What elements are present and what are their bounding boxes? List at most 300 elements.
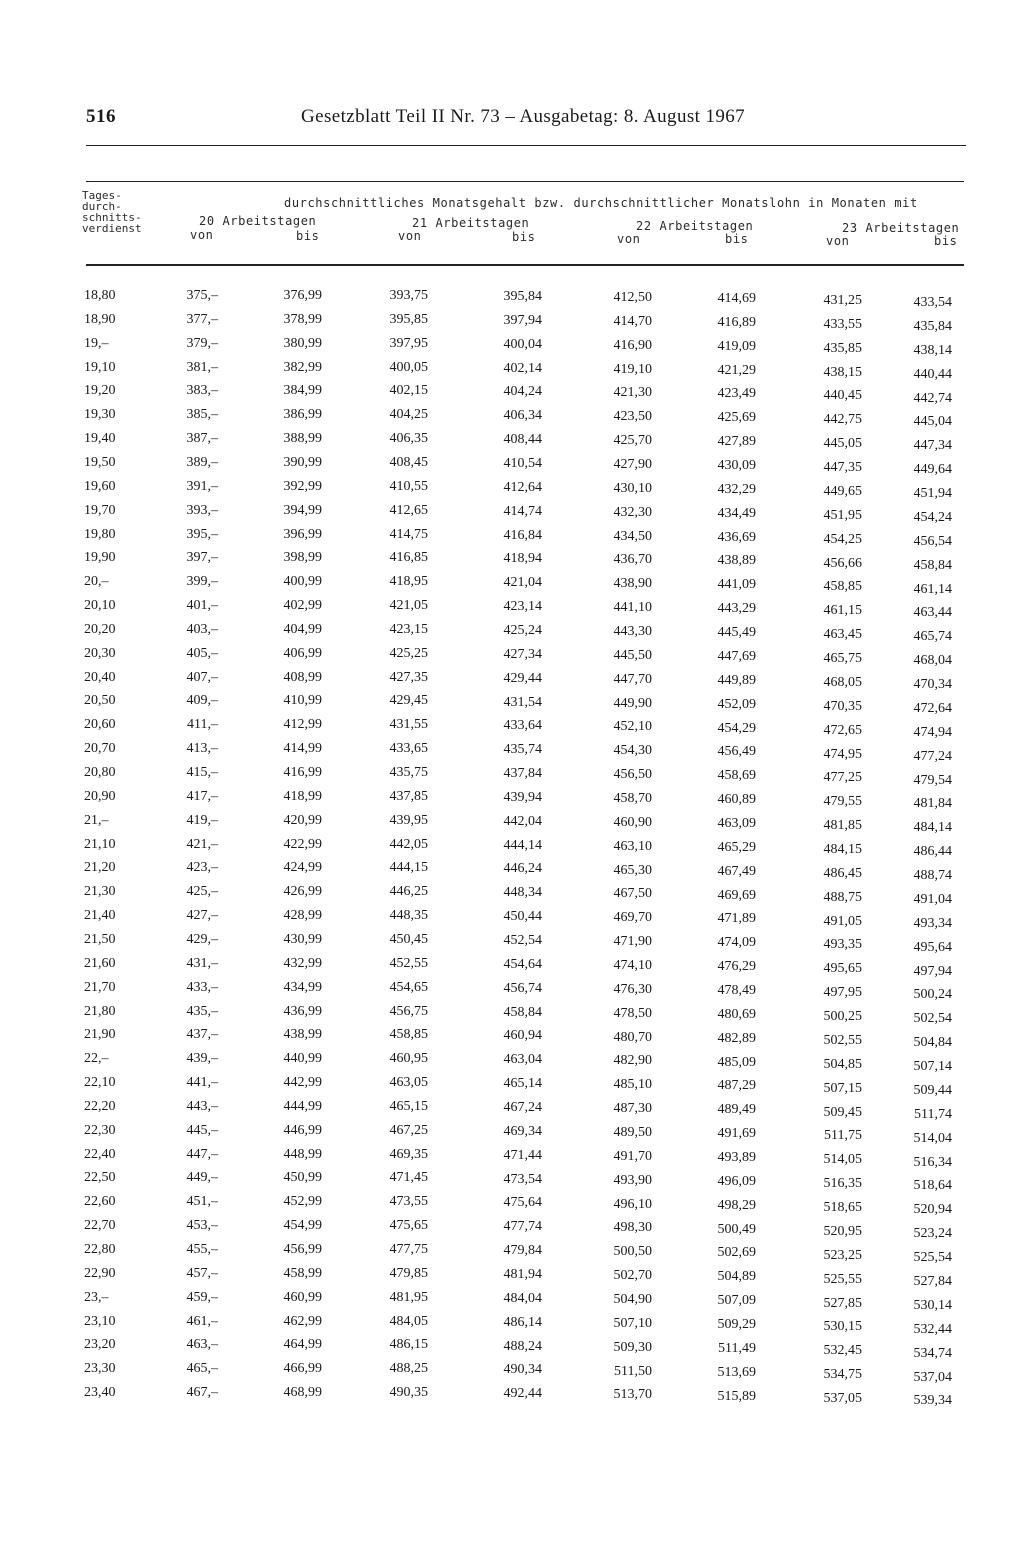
table-row bbox=[0, 527, 1024, 551]
daily-earnings-cell: 22,10 bbox=[84, 1075, 116, 1091]
table-cell: 400,99 bbox=[283, 574, 322, 590]
group-23-von: von bbox=[826, 234, 850, 248]
daily-earnings-cell: 19,10 bbox=[84, 359, 116, 375]
table-cell: 456,66 bbox=[823, 555, 862, 571]
table-cell: 448,34 bbox=[503, 885, 542, 901]
table-cell: 444,15 bbox=[389, 860, 428, 876]
daily-earnings-cell: 18,80 bbox=[84, 288, 116, 303]
table-cell: 491,05 bbox=[823, 913, 862, 929]
table-cell: 397,– bbox=[186, 550, 218, 566]
table-cell: 452,10 bbox=[613, 719, 652, 735]
daily-earnings-cell: 22,90 bbox=[84, 1265, 116, 1281]
table-cell: 446,99 bbox=[283, 1122, 322, 1138]
group-21-bis: bis bbox=[512, 230, 536, 244]
table-cell: 413,– bbox=[186, 741, 218, 757]
table-cell: 406,34 bbox=[503, 408, 542, 424]
table-cell: 447,69 bbox=[717, 648, 756, 664]
table-cell: 382,99 bbox=[283, 359, 322, 375]
table-cell: 465,29 bbox=[717, 839, 756, 855]
table-cell: 416,84 bbox=[503, 527, 542, 543]
table-cell: 489,50 bbox=[613, 1125, 652, 1141]
table-cell: 445,05 bbox=[823, 436, 862, 452]
stub-header-line: verdienst bbox=[82, 222, 142, 235]
table-cell: 452,54 bbox=[503, 933, 542, 949]
table-cell: 518,65 bbox=[823, 1200, 862, 1216]
table-cell: 447,70 bbox=[613, 671, 652, 687]
table-cell: 443,30 bbox=[613, 624, 652, 639]
table-cell: 456,50 bbox=[613, 767, 652, 783]
table-cell: 530,14 bbox=[913, 1297, 952, 1313]
table-cell: 484,04 bbox=[503, 1290, 542, 1306]
table-cell: 496,09 bbox=[717, 1173, 756, 1189]
table-cell: 427,35 bbox=[389, 669, 428, 685]
table-cell: 469,70 bbox=[613, 910, 652, 926]
table-cell: 378,99 bbox=[283, 311, 322, 327]
table-cell: 445,– bbox=[186, 1122, 218, 1138]
table-cell: 514,05 bbox=[823, 1152, 862, 1168]
daily-earnings-cell: 21,60 bbox=[84, 955, 116, 971]
daily-earnings-cell: 20,10 bbox=[84, 598, 116, 614]
table-cell: 470,35 bbox=[823, 698, 862, 714]
table-cell: 456,75 bbox=[389, 1003, 428, 1019]
table-row bbox=[0, 622, 1024, 646]
table-cell: 479,54 bbox=[913, 772, 952, 788]
table-cell: 469,34 bbox=[503, 1123, 542, 1139]
table-cell: 427,34 bbox=[503, 646, 542, 662]
daily-earnings-cell: 23,40 bbox=[84, 1385, 116, 1401]
table-cell: 386,99 bbox=[283, 407, 322, 423]
table-cell: 427,– bbox=[186, 908, 218, 924]
table-cell: 471,45 bbox=[389, 1170, 428, 1186]
table-cell: 390,99 bbox=[283, 454, 322, 470]
table-cell: 463,45 bbox=[823, 627, 862, 643]
table-cell: 458,70 bbox=[613, 791, 652, 806]
table-row bbox=[0, 813, 1024, 837]
table-cell: 416,99 bbox=[283, 765, 322, 780]
table-cell: 470,34 bbox=[913, 677, 952, 693]
table-cell: 423,14 bbox=[503, 599, 542, 615]
table-cell: 416,90 bbox=[613, 337, 652, 353]
table-cell: 432,30 bbox=[613, 504, 652, 520]
table-cell: 402,14 bbox=[503, 360, 542, 376]
table-cell: 437,85 bbox=[389, 788, 428, 804]
table-cell: 485,10 bbox=[613, 1077, 652, 1093]
table-cell: 383,– bbox=[186, 383, 218, 399]
table-cell: 487,29 bbox=[717, 1078, 756, 1094]
table-cell: 498,30 bbox=[613, 1220, 652, 1236]
daily-earnings-cell: 23,20 bbox=[84, 1337, 116, 1353]
table-cell: 412,50 bbox=[613, 290, 652, 305]
table-cell: 465,74 bbox=[913, 629, 952, 645]
table-cell: 460,89 bbox=[717, 792, 756, 808]
daily-earnings-cell: 20,40 bbox=[84, 669, 116, 685]
table-cell: 478,50 bbox=[613, 1005, 652, 1021]
table-cell: 509,29 bbox=[717, 1317, 756, 1333]
table-cell: 456,99 bbox=[283, 1242, 322, 1257]
table-cell: 487,30 bbox=[613, 1101, 652, 1117]
table-row bbox=[0, 1385, 1024, 1409]
table-cell: 435,– bbox=[186, 1003, 218, 1019]
table-cell: 460,95 bbox=[389, 1051, 428, 1067]
table-row bbox=[0, 741, 1024, 765]
table-cell: 377,– bbox=[186, 311, 218, 327]
table-cell: 500,24 bbox=[913, 987, 952, 1003]
table-cell: 430,99 bbox=[283, 931, 322, 947]
table-cell: 502,70 bbox=[613, 1268, 652, 1284]
group-label-23: 23 Arbeitstagen bbox=[842, 221, 960, 235]
table-cell: 435,74 bbox=[503, 742, 542, 758]
table-cell: 458,84 bbox=[913, 557, 952, 573]
table-cell: 418,95 bbox=[389, 574, 428, 590]
table-cell: 438,15 bbox=[823, 364, 862, 380]
table-cell: 410,55 bbox=[389, 478, 428, 494]
table-row bbox=[0, 1194, 1024, 1218]
table-cell: 458,99 bbox=[283, 1265, 322, 1281]
daily-earnings-cell: 22,20 bbox=[84, 1098, 116, 1114]
table-cell: 438,90 bbox=[613, 576, 652, 592]
table-cell: 498,29 bbox=[717, 1197, 756, 1213]
table-cell: 523,24 bbox=[913, 1226, 952, 1242]
table-cell: 412,64 bbox=[503, 479, 542, 495]
table-cell: 481,84 bbox=[913, 796, 952, 812]
table-row bbox=[0, 431, 1024, 455]
table-cell: 392,99 bbox=[283, 478, 322, 494]
table-cell: 471,90 bbox=[613, 934, 652, 950]
table-cell: 475,65 bbox=[389, 1218, 428, 1234]
table-cell: 454,30 bbox=[613, 743, 652, 759]
table-cell: 435,85 bbox=[823, 340, 862, 356]
table-cell: 493,34 bbox=[913, 915, 952, 931]
group-20-von: von bbox=[190, 228, 214, 242]
table-cell: 516,34 bbox=[913, 1154, 952, 1170]
table-cell: 454,25 bbox=[823, 531, 862, 547]
table-cell: 445,04 bbox=[913, 414, 952, 430]
table-cell: 527,84 bbox=[913, 1273, 952, 1289]
table-row bbox=[0, 1170, 1024, 1194]
stub-header-line: durch- bbox=[82, 200, 122, 213]
table-cell: 474,94 bbox=[913, 724, 952, 740]
table-cell: 504,89 bbox=[717, 1269, 756, 1285]
table-cell: 447,34 bbox=[913, 438, 952, 454]
table-cell: 481,85 bbox=[823, 818, 862, 834]
table-cell: 500,25 bbox=[823, 1009, 862, 1025]
table-cell: 450,44 bbox=[503, 909, 542, 925]
daily-earnings-cell: 20,70 bbox=[84, 741, 116, 757]
table-cell: 436,99 bbox=[283, 1003, 322, 1019]
table-cell: 408,45 bbox=[389, 454, 428, 470]
table-cell: 515,89 bbox=[717, 1388, 756, 1404]
table-cell: 473,54 bbox=[503, 1171, 542, 1187]
table-cell: 460,99 bbox=[283, 1289, 322, 1305]
table-cell: 497,95 bbox=[823, 985, 862, 1001]
table-cell: 395,– bbox=[186, 526, 218, 542]
daily-earnings-cell: 19,20 bbox=[84, 383, 116, 399]
table-cell: 527,85 bbox=[823, 1295, 862, 1311]
table-top-rule bbox=[86, 181, 964, 182]
table-cell: 438,14 bbox=[913, 342, 952, 358]
table-cell: 419,10 bbox=[613, 361, 652, 377]
table-cell: 418,94 bbox=[503, 551, 542, 567]
table-cell: 448,99 bbox=[283, 1146, 322, 1162]
table-cell: 439,94 bbox=[503, 789, 542, 805]
table-cell: 412,65 bbox=[389, 502, 428, 518]
table-cell: 467,24 bbox=[503, 1100, 542, 1116]
table-cell: 520,94 bbox=[913, 1202, 952, 1218]
table-cell: 404,24 bbox=[503, 384, 542, 400]
table-cell: 504,84 bbox=[913, 1035, 952, 1051]
table-cell: 461,15 bbox=[823, 603, 862, 619]
table-cell: 421,05 bbox=[389, 598, 428, 614]
table-cell: 465,– bbox=[186, 1361, 218, 1377]
table-cell: 479,84 bbox=[503, 1243, 542, 1259]
table-cell: 411,– bbox=[187, 717, 218, 733]
table-cell: 429,44 bbox=[503, 670, 542, 686]
table-cell: 472,65 bbox=[823, 722, 862, 738]
table-cell: 394,99 bbox=[283, 502, 322, 518]
table-row bbox=[0, 1337, 1024, 1361]
table-cell: 437,– bbox=[186, 1027, 218, 1043]
table-cell: 507,10 bbox=[613, 1315, 652, 1331]
table-cell: 456,74 bbox=[503, 980, 542, 996]
table-cell: 430,09 bbox=[717, 458, 756, 474]
table-cell: 435,75 bbox=[389, 765, 428, 780]
table-cell: 460,90 bbox=[613, 814, 652, 830]
table-cell: 397,95 bbox=[389, 335, 428, 351]
header-rule bbox=[86, 145, 966, 146]
daily-earnings-cell: 22,60 bbox=[84, 1194, 116, 1210]
table-cell: 495,65 bbox=[823, 961, 862, 977]
table-cell: 441,09 bbox=[717, 577, 756, 593]
table-cell: 429,45 bbox=[389, 693, 428, 709]
daily-earnings-cell: 22,50 bbox=[84, 1170, 116, 1186]
table-row bbox=[0, 765, 1024, 789]
table-cell: 414,69 bbox=[717, 291, 756, 306]
table-cell: 537,04 bbox=[913, 1369, 952, 1385]
table-cell: 486,44 bbox=[913, 844, 952, 860]
table-row bbox=[0, 312, 1024, 336]
table-cell: 477,75 bbox=[389, 1242, 428, 1257]
table-cell: 456,49 bbox=[717, 744, 756, 760]
table-cell: 488,24 bbox=[503, 1338, 542, 1354]
group-label-20: 20 Arbeitstagen bbox=[199, 214, 317, 228]
table-cell: 509,30 bbox=[613, 1339, 652, 1355]
table-cell: 534,74 bbox=[913, 1345, 952, 1361]
table-cell: 384,99 bbox=[283, 383, 322, 399]
table-cell: 511,74 bbox=[914, 1106, 952, 1122]
daily-earnings-cell: 22,70 bbox=[84, 1218, 116, 1234]
table-cell: 459,– bbox=[186, 1289, 218, 1305]
table-cell: 449,89 bbox=[717, 672, 756, 688]
table-cell: 438,99 bbox=[283, 1027, 322, 1043]
table-cell: 461,14 bbox=[913, 581, 952, 597]
table-row bbox=[0, 336, 1024, 360]
table-cell: 491,69 bbox=[717, 1126, 756, 1142]
table-cell: 479,55 bbox=[823, 794, 862, 810]
table-row bbox=[0, 932, 1024, 956]
table-row bbox=[0, 837, 1024, 861]
table-cell: 474,09 bbox=[717, 935, 756, 951]
daily-earnings-cell: 22,80 bbox=[84, 1242, 116, 1257]
table-cell: 429,– bbox=[186, 931, 218, 947]
table-cell: 444,14 bbox=[503, 837, 542, 853]
table-cell: 504,90 bbox=[613, 1292, 652, 1308]
table-cell: 433,55 bbox=[823, 316, 862, 332]
table-cell: 433,64 bbox=[503, 718, 542, 734]
table-cell: 414,75 bbox=[389, 526, 428, 542]
table-cell: 445,50 bbox=[613, 647, 652, 663]
table-cell: 421,04 bbox=[503, 575, 542, 591]
table-cell: 451,– bbox=[186, 1194, 218, 1210]
table-cell: 427,89 bbox=[717, 434, 756, 450]
table-cell: 434,49 bbox=[717, 505, 756, 521]
table-cell: 453,– bbox=[186, 1218, 218, 1234]
table-cell: 380,99 bbox=[283, 335, 322, 351]
table-cell: 425,70 bbox=[613, 433, 652, 449]
table-cell: 452,09 bbox=[717, 696, 756, 712]
table-cell: 393,75 bbox=[389, 288, 428, 303]
table-cell: 446,24 bbox=[503, 861, 542, 877]
table-row bbox=[0, 574, 1024, 598]
daily-earnings-cell: 19,50 bbox=[84, 454, 116, 470]
table-cell: 439,– bbox=[186, 1051, 218, 1067]
stub-column-header bbox=[82, 190, 142, 234]
table-cell: 395,85 bbox=[389, 311, 428, 327]
table-cell: 400,05 bbox=[389, 359, 428, 375]
table-cell: 488,75 bbox=[823, 889, 862, 905]
table-cell: 443,– bbox=[186, 1098, 218, 1114]
table-row bbox=[0, 646, 1024, 670]
table-cell: 414,99 bbox=[283, 741, 322, 757]
table-cell: 442,74 bbox=[913, 390, 952, 406]
table-cell: 425,– bbox=[186, 884, 218, 900]
daily-earnings-cell: 21,20 bbox=[84, 860, 116, 876]
table-cell: 497,94 bbox=[913, 963, 952, 979]
table-row bbox=[0, 1099, 1024, 1123]
table-row bbox=[0, 980, 1024, 1004]
table-cell: 461,– bbox=[186, 1313, 218, 1329]
table-cell: 479,85 bbox=[389, 1265, 428, 1281]
daily-earnings-cell: 20,80 bbox=[84, 765, 116, 780]
table-row bbox=[0, 1242, 1024, 1266]
table-cell: 509,45 bbox=[823, 1104, 862, 1120]
table-cell: 431,– bbox=[186, 955, 218, 971]
table-cell: 468,99 bbox=[283, 1385, 322, 1401]
table-cell: 376,99 bbox=[283, 288, 322, 303]
table-row bbox=[0, 884, 1024, 908]
table-cell: 504,85 bbox=[823, 1056, 862, 1072]
table-cell: 402,99 bbox=[283, 598, 322, 614]
table-cell: 513,69 bbox=[717, 1364, 756, 1380]
daily-earnings-cell: 20,– bbox=[84, 574, 109, 590]
table-cell: 432,99 bbox=[283, 955, 322, 971]
table-cell: 442,75 bbox=[823, 412, 862, 428]
table-cell: 395,84 bbox=[503, 289, 542, 304]
page-title: Gesetzblatt Teil II Nr. 73 – Ausgabetag: 8. August 1967 bbox=[301, 106, 746, 127]
table-cell: 441,– bbox=[186, 1075, 218, 1091]
table-cell: 463,44 bbox=[913, 605, 952, 621]
group-21-von: von bbox=[398, 229, 422, 243]
table-cell: 488,74 bbox=[913, 868, 952, 884]
table-cell: 488,25 bbox=[389, 1361, 428, 1377]
table-cell: 468,04 bbox=[913, 653, 952, 669]
daily-earnings-cell: 21,– bbox=[84, 812, 109, 828]
table-cell: 469,35 bbox=[389, 1146, 428, 1162]
table-cell: 500,50 bbox=[613, 1244, 652, 1260]
table-row bbox=[0, 503, 1024, 527]
group-label-21: 21 Arbeitstagen bbox=[412, 216, 530, 230]
table-cell: 457,– bbox=[186, 1265, 218, 1281]
table-row bbox=[0, 383, 1024, 407]
daily-earnings-cell: 22,40 bbox=[84, 1146, 116, 1162]
table-row bbox=[0, 789, 1024, 813]
table-cell: 465,30 bbox=[613, 862, 652, 878]
table-cell: 467,50 bbox=[613, 886, 652, 902]
daily-earnings-cell: 23,– bbox=[84, 1289, 109, 1305]
table-cell: 432,29 bbox=[717, 481, 756, 497]
table-cell: 465,14 bbox=[503, 1076, 542, 1092]
table-cell: 397,94 bbox=[503, 312, 542, 328]
table-cell: 507,15 bbox=[823, 1080, 862, 1096]
table-cell: 449,65 bbox=[823, 483, 862, 499]
table-cell: 426,99 bbox=[283, 884, 322, 900]
table-cell: 471,44 bbox=[503, 1147, 542, 1163]
table-cell: 477,24 bbox=[913, 748, 952, 764]
table-cell: 493,35 bbox=[823, 937, 862, 953]
table-row bbox=[0, 1218, 1024, 1242]
table-cell: 490,35 bbox=[389, 1385, 428, 1401]
table-cell: 434,50 bbox=[613, 528, 652, 544]
table-cell: 523,25 bbox=[823, 1247, 862, 1263]
page-header bbox=[86, 106, 966, 136]
table-cell: 537,05 bbox=[823, 1391, 862, 1406]
table-row bbox=[0, 1266, 1024, 1290]
table-cell: 493,90 bbox=[613, 1172, 652, 1188]
table-cell: 516,35 bbox=[823, 1176, 862, 1192]
table-cell: 463,– bbox=[186, 1337, 218, 1353]
table-cell: 458,69 bbox=[717, 768, 756, 784]
daily-earnings-cell: 19,90 bbox=[84, 550, 116, 566]
table-cell: 465,75 bbox=[823, 651, 862, 667]
table-row bbox=[0, 956, 1024, 980]
table-cell: 484,14 bbox=[913, 820, 952, 836]
table-row bbox=[0, 407, 1024, 431]
daily-earnings-cell: 19,80 bbox=[84, 526, 116, 542]
table-row bbox=[0, 1004, 1024, 1028]
table-cell: 420,99 bbox=[283, 812, 322, 828]
table-row bbox=[0, 288, 1024, 312]
table-cell: 424,99 bbox=[283, 860, 322, 876]
daily-earnings-cell: 21,90 bbox=[84, 1027, 116, 1043]
table-cell: 381,– bbox=[186, 359, 218, 375]
daily-earnings-cell: 19,60 bbox=[84, 478, 116, 494]
table-cell: 469,69 bbox=[717, 887, 756, 903]
table-cell: 421,29 bbox=[717, 362, 756, 378]
table-cell: 389,– bbox=[186, 454, 218, 470]
group-22-von: von bbox=[617, 232, 641, 246]
table-row bbox=[0, 1075, 1024, 1099]
daily-earnings-cell: 21,10 bbox=[84, 836, 116, 852]
table-cell: 454,65 bbox=[389, 979, 428, 995]
table-row bbox=[0, 717, 1024, 741]
table-cell: 441,10 bbox=[613, 600, 652, 616]
table-cell: 435,84 bbox=[913, 318, 952, 334]
table-cell: 482,90 bbox=[613, 1053, 652, 1069]
table-row bbox=[0, 670, 1024, 694]
table-cell: 452,99 bbox=[283, 1194, 322, 1210]
table-cell: 408,99 bbox=[283, 669, 322, 685]
table-cell: 425,25 bbox=[389, 645, 428, 661]
table-cell: 440,45 bbox=[823, 388, 862, 404]
